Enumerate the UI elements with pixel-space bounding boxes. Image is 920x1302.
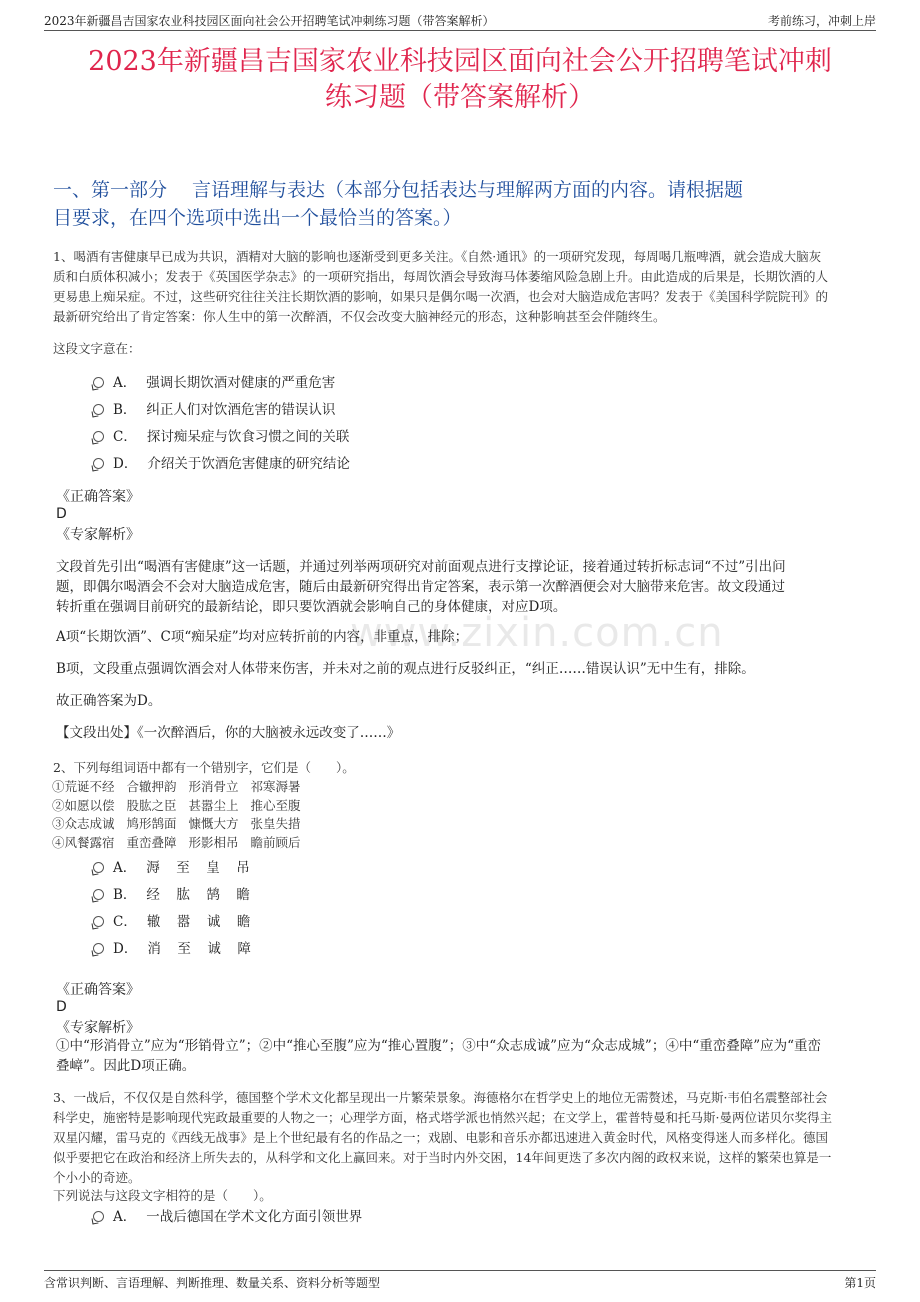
q1-conclusion: 故正确答案为D。: [56, 693, 162, 709]
q1-passage-line: 最新研究给出了肯定答案：你人生中的第一次醉酒，不仅会改变大脑神经元的形态，这种影响甚至会伴随终生。: [53, 309, 666, 324]
radio-icon[interactable]: [93, 943, 104, 954]
option-text: 纠正人们对饮酒危害的错误认识: [146, 402, 336, 418]
q3-prompt: 下列说法与这段文字相符的是（ ）。: [53, 1188, 272, 1203]
q2-analysis-line: ①中“形消骨立”应为“形销骨立”；②中“推心至腹”应为“推心置腹”；③中“众志成诚”应为“众志成城”；④中“重峦叠障”应为“重峦: [56, 1038, 822, 1054]
section-heading-line-1: 一、第一部分 言语理解与表达（本部分包括表达与理解两方面的内容。请根据题: [53, 179, 744, 201]
q2-option-b[interactable]: [93, 885, 266, 905]
q1-answer: D: [56, 506, 67, 522]
q2-word-groups: [52, 778, 313, 852]
q2-option-c[interactable]: [93, 912, 267, 932]
option-letter: A．: [113, 1209, 137, 1225]
q1-analysis-line: 题，即偶尔喝酒会不会对大脑造成危害，随后由最新研究得出肯定答案，表示第一次醉酒便会对大脑带来危害。故文段通过: [56, 579, 785, 595]
radio-icon[interactable]: [93, 404, 104, 415]
q2-answer-label: 《正确答案》: [56, 982, 140, 998]
page-title: [40, 44, 880, 116]
radio-icon[interactable]: [93, 431, 104, 442]
q2-row: ①荒诞不经 合辙押韵 形消骨立 祁寒溽暑: [52, 779, 301, 794]
q1-passage-line: 更易患上痴呆症。不过，这些研究往往关注长期饮酒的影响，如果只是偶尔喝一次酒，也会对大脑造成危害吗？发表于《美国科学院院刊》的: [53, 289, 829, 304]
section-heading-line-2: 目要求，在四个选项中选出一个最恰当的答案。）: [53, 207, 462, 229]
q1-passage: [53, 247, 867, 327]
q3-passage-line: 科学史，施密特是影响现代宪政最重要的人物之一；心理学方面，格式塔学派也悄然兴起；在文学上，霍普特曼和托马斯·曼两位诺贝尔奖得主: [53, 1110, 832, 1125]
q3-passage-line: 双星闪耀，雷马克的《西线无战事》是上个世纪最有名的作品之一；戏剧、电影和音乐亦都迅速进入黄金时代，风格变得迷人而多样化。德国: [53, 1130, 829, 1145]
option-letter: D．: [113, 456, 138, 472]
q2-option-d[interactable]: [93, 939, 267, 959]
q2-stem: 2、下列每组词语中都有一个错别字，它们是（ ）。: [53, 760, 355, 775]
option-chars: 溽 至 皇 吊: [146, 860, 250, 876]
q2-row: ④风餐露宿 重峦叠障 形影相吊 瞻前顾后: [52, 834, 301, 850]
q1-analysis-line: 文段首先引出“喝酒有害健康”这一话题，并通过列举两项研究对前面观点进行支撑论证，接着通过转折标志词“不过”引出问: [56, 559, 786, 575]
q1-prompt: 这段文字意在：: [53, 341, 141, 356]
q1-analysis-line: 转折重在强调目前研究的最新结论，即只要饮酒就会影响自己的身体健康，对应D项。: [56, 599, 567, 615]
option-letter: A．: [113, 375, 137, 391]
page-header: [44, 10, 876, 31]
q1-option-d[interactable]: [93, 454, 350, 474]
header-slogan: 考前练习，冲刺上岸: [767, 14, 876, 28]
option-text: 强调长期饮酒对健康的严重危害: [146, 375, 336, 391]
q2-analysis: [56, 1036, 870, 1076]
q2-row: ②如愿以偿 股肱之臣 甚嚣尘上 推心至腹: [52, 797, 301, 813]
q1-answer-label: 《正确答案》: [56, 489, 140, 505]
option-text: 探讨痴呆症与饮食习惯之间的关联: [146, 429, 350, 445]
page-title-line-1: 2023年新疆昌吉国家农业科技园区面向社会公开招聘笔试冲刺: [88, 46, 832, 77]
q1-option-a[interactable]: [93, 373, 335, 393]
radio-icon[interactable]: [93, 377, 104, 388]
radio-icon[interactable]: [93, 1211, 104, 1222]
q3-passage-line: 似乎要把它在政治和经济上所失去的，从科学和文化上赢回来。对于当时内外交困，14年间更迭了多次内阁的政权来说，这样的繁荣也算是一: [53, 1150, 832, 1165]
q2-answer: D: [56, 999, 67, 1015]
q1-analysis-b: B项，文段重点强调饮酒会对人体带来伤害，并未对之前的观点进行反驳纠正，“纠正……错误认识”无中生有，排除。: [56, 661, 755, 677]
q1-analysis: [56, 557, 870, 617]
q2-analysis-line: 叠嶂”。因此D项正确。: [56, 1058, 196, 1074]
page-footer: [44, 1270, 876, 1290]
q3-passage-line: 个小小的奇迹。: [53, 1170, 141, 1185]
option-text: 介绍关于饮酒危害健康的研究结论: [147, 456, 350, 472]
radio-icon[interactable]: [93, 458, 104, 469]
q3-option-a[interactable]: [93, 1207, 362, 1227]
radio-icon[interactable]: [93, 862, 104, 873]
option-letter: B．: [113, 887, 137, 903]
q1-analysis-label: 《专家解析》: [56, 527, 140, 543]
q1-passage-line: 质和白质体积减小；发表于《英国医学杂志》的一项研究指出，每周饮酒会导致海马体萎缩风险急剧上升。由此造成的后果是，长期饮酒的人: [53, 269, 829, 284]
radio-icon[interactable]: [93, 889, 104, 900]
q2-option-a[interactable]: [93, 858, 266, 878]
footer-page-number: 第1页: [844, 1276, 876, 1290]
option-text: 一战后德国在学术文化方面引领世界: [146, 1209, 363, 1225]
option-chars: 辙 嚣 诚 瞻: [146, 914, 251, 930]
page-title-line-2: 练习题（带答案解析）: [325, 82, 595, 113]
section-heading: [53, 176, 873, 232]
option-letter: C．: [113, 914, 137, 930]
option-letter: A．: [113, 860, 137, 876]
q1-option-c[interactable]: [93, 427, 349, 447]
q1-analysis-ac: A项“长期饮酒”、C项“痴呆症”均对应转折前的内容，非重点，排除；: [56, 629, 469, 645]
q3-passage: [53, 1088, 867, 1188]
radio-icon[interactable]: [93, 916, 104, 927]
option-chars: 经 肱 鹄 瞻: [146, 887, 250, 903]
q1-passage-line: 1、喝酒有害健康早已成为共识，酒精对大脑的影响也逐渐受到更多关注。《自然·通讯》的一项研究发现，每周喝几瓶啤酒，就会造成大脑灰: [53, 249, 822, 264]
q1-option-b[interactable]: [93, 400, 335, 420]
watermark: www.zixin.com.cn: [350, 610, 724, 656]
option-letter: D．: [113, 941, 138, 957]
option-letter: C．: [113, 429, 137, 445]
q2-analysis-label: 《专家解析》: [56, 1020, 140, 1036]
option-chars: 消 至 诚 障: [147, 941, 251, 957]
option-letter: B．: [113, 402, 137, 418]
q2-row: ③众志成诚 鸠形鹄面 慷慨大方 张皇失措: [52, 816, 301, 831]
footer-description: 含常识判断、言语理解、判断推理、数量关系、资料分析等题型: [44, 1276, 381, 1290]
header-document-title: 2023年新疆昌吉国家农业科技园区面向社会公开招聘笔试冲刺练习题（带答案解析）: [44, 14, 495, 28]
q3-passage-line: 3、一战后，不仅仅是自然科学，德国整个学术文化都呈现出一片繁荣景象。海德格尔在哲学史上的地位无需赘述，马克斯·韦伯名震整部社会: [53, 1090, 828, 1105]
q1-source: 【文段出处】《一次醉酒后，你的大脑被永远改变了……》: [56, 725, 401, 741]
